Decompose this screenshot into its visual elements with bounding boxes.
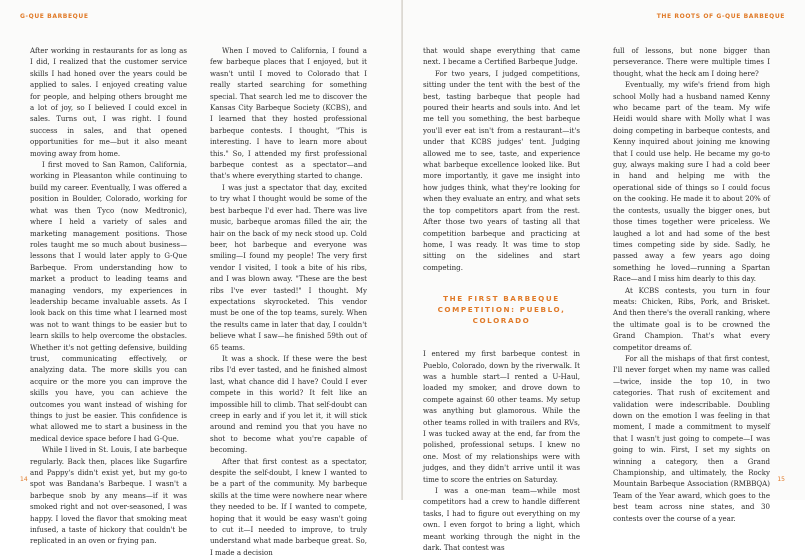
paragraph: After that first contest as a spectator, despite the self-doubt, I knew I wanted to be a part of the community. My barbeque skills at the time were nowhere near where they needed to be. If I wanted to compete, hoping that it would be easy wasn't going to cut it—I needed to improve, to truly understand what made barbeque great. So, I made a decision <box>210 456 367 557</box>
left-page-column-2 <box>210 45 367 558</box>
paragraph: After working in restaurants for as long as I did, I realized that the customer service skills I had honed over the years could be applied to sales. I enjoyed creating value for people, and helping others brought me a lot of joy, so I believed I could excel in sales. Turns out, I was right. I found success in sales, and that opened opportunities for me—but it also meant moving away from home. <box>30 46 187 158</box>
paragraph: I was a one-man team—while most competitors had a crew to handle different tasks, I had to figure out everything on my own. I even forgot to bring a light, which meant working through the night in the dark. That contest was <box>423 486 580 553</box>
running-head: THE ROOTS OF G-QUE BARBEQUE <box>656 13 785 20</box>
paragraph: I entered my first barbeque contest in Pueblo, Colorado, down by the riverwalk. It was a humble start—I rented a U-Haul, loaded my smoker, and drove down to compete against 60 other teams. My setup was anything but glamorous. While the other teams rolled in with trailers and RVs, I was tucked away at the end, far from the polished, professional setups. I knew no one. Most of my relationships were with judges, and they didn't arrive until it was time to score the entries on Saturday. <box>423 349 580 484</box>
right-page <box>403 0 805 553</box>
paragraph: While I lived in St. Louis, I ate barbeque regularly. Back then, places like Sugarfire and Pappy's didn't exist yet, but my go-to spot was Bandana's Barbeque. I wasn't a barbeque snob by any means—if it was smoked right and not over-seasoned, I was happy. I loved the flavor that smoking meat infused, a taste of hickory that couldn't be replicated in an oven or frying pan. <box>30 445 187 546</box>
paragraph: I first moved to San Ramon, California, working in Pleasanton while continuing to build my career. Eventually, I was offered a position in Boulder, Colorado, working for what was then Tyco (now Medtronic), where I held a variety of sales and marketing management positions. Those roles taught me so much about business—lessons that I would later apply to G-Que Barbeque. From understanding how to market a product to leading teams and managing vendors, my experiences in leadership became invaluable assets. As I look back on this time what I learned most was not to want things to be easier but to learn skills to help overcome the obstacles. Whether it's not getting defensive, building trust, communicating effectively, or analyzing data. The more skills you can acquire or the more you can improve the skills you have, you can achieve the outcomes you want instead of wishing for things to just be easier. This confidence is what allowed me to start a business in the medical device space before I had G-Que. <box>30 160 187 443</box>
paragraph: For two years, I judged competitions, sitting under the tent with the best of the best, tasting barbeque that people had poured their hearts and souls into. And let me tell you something, the best barbeque you'll ever eat isn't from a restaurant—it's under that KCBS judges' tent. Judging allowed me to see, taste, and experience what barbeque excellence looked like. But more importantly, it gave me insight into how judges think, what they're looking for when they evaluate an entry, and what sets the top competitors apart from the rest. After those two years of tasting all that competition barbeque and practicing at home, I was ready. It was time to stop sitting on the sidelines and start competing. <box>423 68 580 272</box>
running-head: G-QUE BARBEQUE <box>20 13 89 20</box>
paragraph: For all the mishaps of that first contest, I'll never forget when my name was called—twice, inside the top 10, in two categories. That rush of excitement and validation were indescribable. Doubling down on the emotion I was feeling in that moment, I made a commitment to myself that I wasn't just going to compete—I was going to win. First, I set my sights on winning a category, then a Grand Championship, and ultimately, the Rocky Mountain Barbeque Association (RMBBQA) Team of the Year award, which goes to the best team across nine states, and 30 contests over the course of a year. <box>613 353 770 523</box>
page-number: 15 <box>777 476 785 483</box>
page-number: 14 <box>20 476 28 483</box>
paragraph: I was just a spectator that day, excited to try what I thought would be some of the best barbeque I'd ever had. There was live music, barbeque aromas filled the air, the hair on the back of my neck stood up. Cold beer, hot barbeque and everyone was smiling—I found my people! The very first vendor I visited, I took a bite of his ribs, and I was blown away. "These are the best ribs I've ever tasted!" I thought. My expectations skyrocketed. This vendor must be one of the top teams, surely. When the results came in later that day, I couldn't believe what I saw—he finished 59th out of 65 teams. <box>210 182 367 352</box>
left-page-column-1 <box>30 45 187 547</box>
paragraph: When I moved to California, I found a few barbeque places that I enjoyed, but it wasn't until I moved to Colorado that I really started searching for something special. That search led me to discover the Kansas City Barbeque Society (KCBS), and I learned that they hosted professional barbeque contests. I thought, "This is interesting. I have to learn more about this." So, I attended my first professional barbeque contest as a spectator—and that's where everything started to change. <box>210 46 367 181</box>
right-page-column-2 <box>613 45 770 524</box>
paragraph: Eventually, my wife's friend from high school Molly had a husband named Kenny who became part of the team. My wife Heidi would share with Molly what I was doing competing in barbeque contests, and Kenny inquired about joining me knowing that I could use help. He became my go-to guy, always making sure I had a cold beer in hand and helping me with the operational side of things so I could focus on the cooking. He made it to about 20% of the contests, usually the bigger ones, but those times together were priceless. We laughed a lot and had some of the best times competing side by side. Sadly, he passed away a few years ago doing something he loved—running a Spartan Race—and I miss him dearly to this day. <box>613 80 770 284</box>
paragraph: It was a shock. If these were the best ribs I'd ever tasted, and he finished almost last, what chance did I have? Could I ever compete in this world? It felt like an impossible hill to climb. That self-doubt can creep in early and if you let it, it will stick around and remind you that you have no shot to become what you're capable of becoming. <box>210 353 367 455</box>
paragraph: full of lessons, but none bigger than perseverance. There were multiple times I thought, what the heck am I doing here? <box>613 46 770 78</box>
right-page-column-1 <box>423 45 580 553</box>
left-page <box>0 0 402 557</box>
paragraph: At KCBS contests, you turn in four meats: Chicken, Ribs, Pork, and Brisket. And then there's the overall ranking, where the ultimate goal is to be crowned the Grand Champion. That's what every competitor dreams of. <box>613 285 770 352</box>
section-heading: THE FIRST BARBEQUE COMPETITION: PUEBLO, COLORADO <box>437 294 566 326</box>
paragraph: that would shape everything that came next. I became a Certified Barbeque Judge. <box>423 46 580 67</box>
